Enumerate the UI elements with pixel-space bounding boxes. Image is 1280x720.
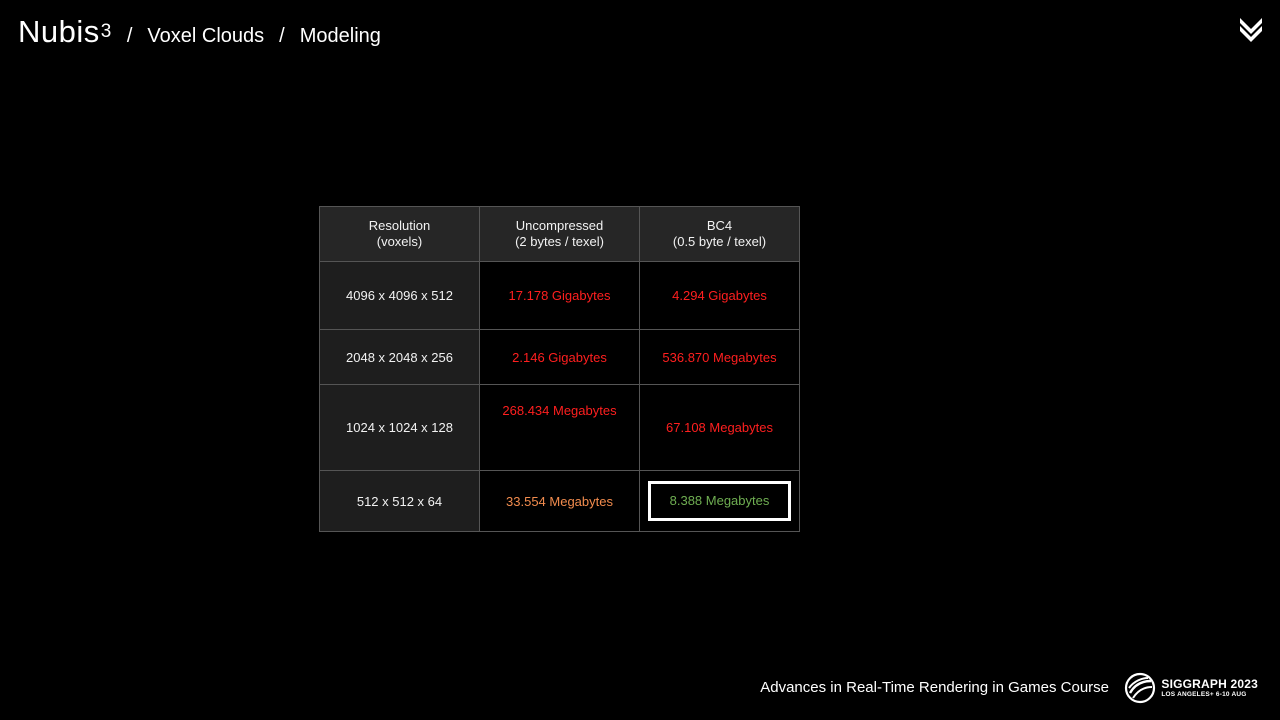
header-resolution: Resolution (voxels) (320, 207, 480, 262)
cell-bc4-highlighted (640, 471, 800, 532)
table-header-row (320, 207, 800, 262)
brand-superscript: 3 (100, 21, 112, 42)
cell-bc4: 67.108 Megabytes (640, 385, 800, 471)
course-footer: Advances in Real-Time Rendering in Games Course (760, 679, 1109, 696)
cell-uncompressed: 2.146 Gigabytes (480, 330, 640, 385)
table-row (320, 385, 800, 471)
cell-resolution: 4096 x 4096 x 512 (320, 262, 480, 330)
siggraph-subtitle: LOS ANGELES+ 6-10 AUG (1161, 690, 1247, 698)
slide-title (18, 14, 381, 50)
cell-resolution: 1024 x 1024 x 128 (320, 385, 480, 471)
studio-logo-icon (1238, 16, 1264, 46)
cell-bc4: 536.870 Megabytes (640, 330, 800, 385)
cell-bc4: 4.294 Gigabytes (640, 262, 800, 330)
table-row (320, 330, 800, 385)
breadcrumb-voxel-clouds: Voxel Clouds (147, 25, 265, 47)
header-uncompressed: Uncompressed (2 bytes / texel) (480, 207, 640, 262)
cell-uncompressed: 33.554 Megabytes (480, 471, 640, 532)
highlight-box: 8.388 Megabytes (648, 481, 791, 521)
siggraph-logo-icon (1124, 672, 1156, 704)
cell-uncompressed: 17.178 Gigabytes (480, 262, 640, 330)
table-row (320, 471, 800, 532)
siggraph-title: SIGGRAPH 2023 (1161, 676, 1258, 691)
cell-resolution: 2048 x 2048 x 256 (320, 330, 480, 385)
table-row (320, 262, 800, 330)
storage-size-table (319, 206, 800, 532)
cell-uncompressed: 268.434 Megabytes (480, 385, 640, 471)
breadcrumb-separator: / (126, 25, 133, 47)
header-bc4: BC4 (0.5 byte / texel) (640, 207, 800, 262)
breadcrumb-modeling: Modeling (299, 25, 381, 47)
cell-resolution: 512 x 512 x 64 (320, 471, 480, 532)
breadcrumb-separator: / (279, 25, 285, 47)
brand-title: Nubis$^3$ (18, 14, 112, 49)
siggraph-logo (1124, 672, 1258, 704)
